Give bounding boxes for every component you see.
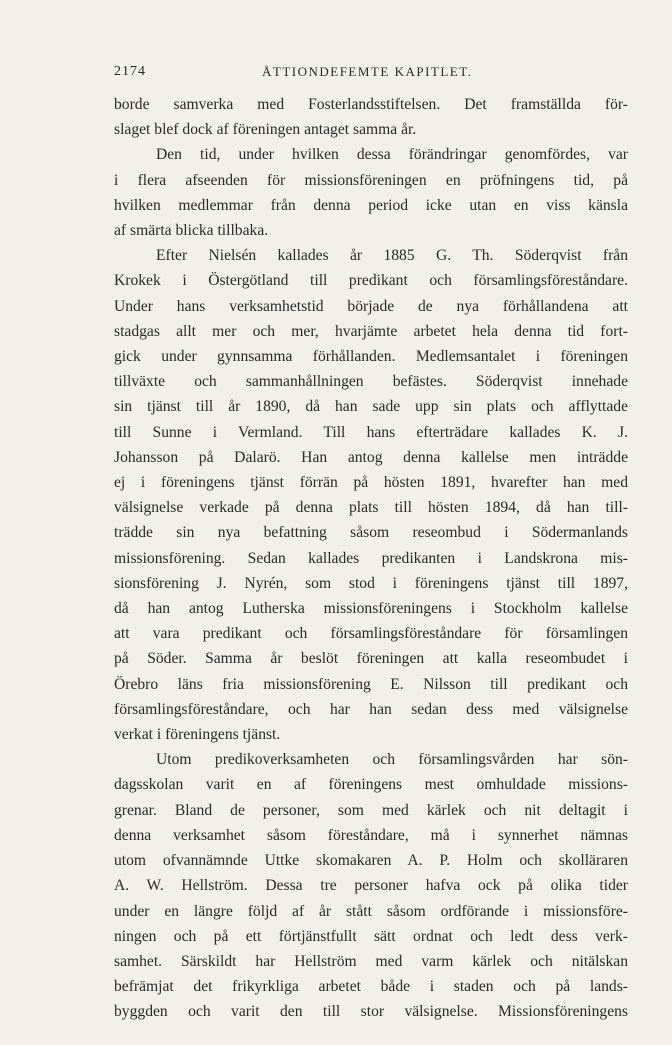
text-line: då han antog Lutherska missionsföreningens i Stockholm kallelse	[114, 600, 628, 618]
text-line: sionsförening J. Nyrén, som stod i föreningens tjänst till 1897,	[114, 574, 628, 592]
text-line: grenar. Bland de personer, som med kärlek och nit deltagit i	[114, 801, 628, 819]
text-line: verkat i föreningens tjänst.	[114, 726, 281, 744]
text-line: denna verksamhet såsom föreståndare, må i synnerhet nämnas	[114, 826, 628, 844]
text-line: af smärta blicka tillbaka.	[114, 222, 269, 240]
text-line: Den tid, under hvilken dessa förändringar genomfördes, var	[156, 146, 628, 164]
text-line: till Sunne i Vermland. Till hans efterträdare kallades K. J.	[114, 423, 628, 441]
text-line: tillväxte och sammanhållningen befästes. Söderqvist innehade	[114, 373, 628, 391]
text-line: Utom predikoverksamheten och församlingsvården har sön-	[156, 751, 628, 769]
text-line: missionsförening. Sedan kallades predikanten i Landskrona mis-	[114, 549, 628, 567]
text-line: Under hans verksamhetstid började de nya förhållandena att	[114, 297, 628, 315]
text-line: sin tjänst till år 1890, då han sade upp sin plats och afflyttade	[114, 398, 628, 416]
text-line: välsignelse verkade på denna plats till hösten 1894, då han till-	[114, 499, 628, 517]
text-line: samhet. Särskildt har Hellström med varm kärlek och nitälskan	[114, 952, 628, 970]
text-line: dagsskolan varit en af föreningens mest omhuldade missions-	[114, 776, 628, 794]
text-line: på Söder. Samma år beslöt föreningen att kalla reseombudet i	[114, 650, 628, 668]
text-line: hvilken medlemmar från denna period icke utan en viss känsla	[114, 196, 628, 214]
text-line: A. W. Hellström. Dessa tre personer hafva ock på olika tider	[114, 877, 628, 895]
page-number: 2174	[114, 64, 146, 79]
text-line: ej i föreningens tjänst förrän på hösten 1891, hvarefter han med	[114, 474, 628, 492]
text-line: stadgas allt mer och mer, hvarjämte arbetet hela denna tid fort-	[114, 322, 628, 340]
text-line: Örebro läns fria missionsförening E. Nilsson till predikant och	[114, 675, 628, 693]
text-line: i flera afseenden för missionsföreningen en pröfningens tid, på	[114, 171, 628, 189]
body-text	[114, 92, 628, 1025]
text-line: befrämjat det frikyrkliga arbetet både i staden och på lands-	[114, 978, 628, 996]
text-line: att vara predikant och församlingsföreståndare för församlingen	[114, 625, 628, 643]
text-line: byggden och varit den till stor välsignelse. Missionsföreningens	[114, 1003, 628, 1021]
text-line: gick under gynnsamma förhållanden. Medlemsantalet i föreningen	[114, 348, 628, 366]
text-line: slaget blef dock af föreningen antaget samma år.	[114, 121, 417, 139]
text-line: Efter Nielsén kallades år 1885 G. Th. Söderqvist från	[156, 247, 628, 265]
text-line: församlingsföreståndare, och har han sedan dess med välsignelse	[114, 700, 628, 718]
page-header	[114, 64, 526, 88]
chapter-title: ÅTTIONDEFEMTE KAPITLET.	[262, 64, 473, 79]
text-line: borde samverka med Fosterlandsstiftelsen. Det framställda för-	[114, 96, 628, 113]
text-line: utom ofvannämnde Uttke skomakaren A. P. Holm och skolläraren	[114, 852, 628, 870]
text-line: Johansson på Dalarö. Han antog denna kallelse men inträdde	[114, 448, 628, 466]
text-line: ningen och på ett förtjänstfullt sätt ordnat och ledt dess verk-	[114, 927, 628, 945]
text-line: trädde sin nya befattning såsom reseombud i Södermanlands	[114, 524, 628, 542]
text-line: Krokek i Östergötland till predikant och församlingsföreståndare.	[114, 272, 628, 290]
text-line: under en längre följd af år stått såsom ordförande i missionsföre-	[114, 902, 628, 920]
